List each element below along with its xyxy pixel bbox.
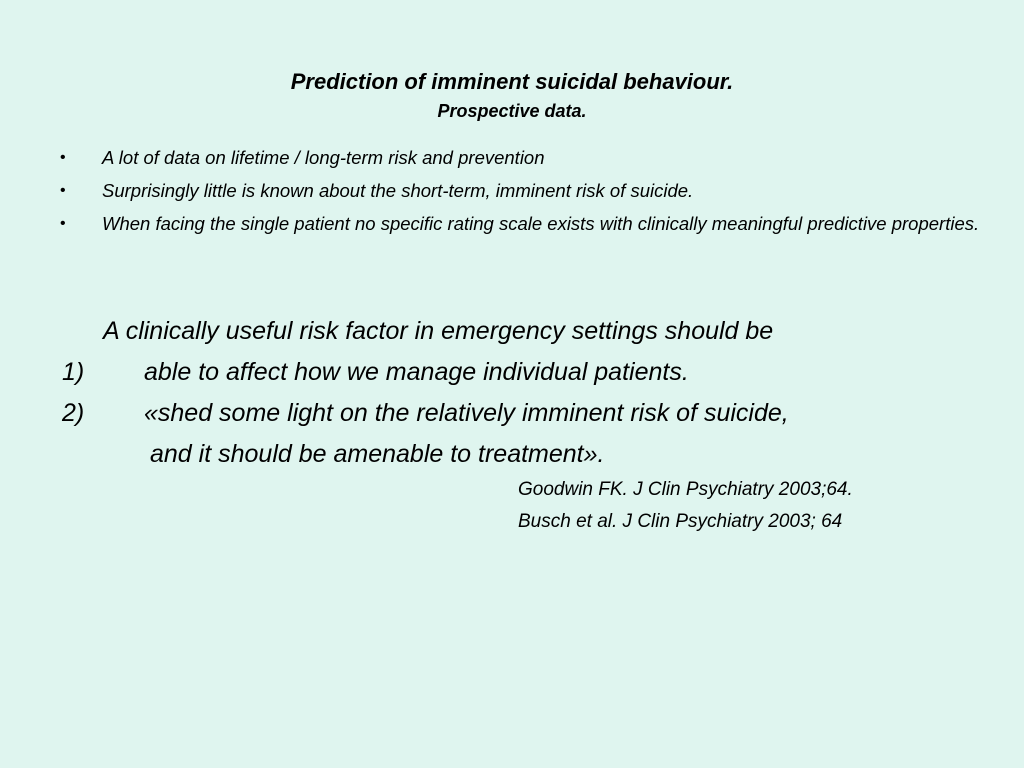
criterion-item xyxy=(62,353,689,391)
slide-subtitle: Prospective data. xyxy=(437,101,587,121)
bullet-item xyxy=(60,207,980,240)
criterion-number: 1) xyxy=(62,358,85,386)
bullet-item xyxy=(60,174,980,207)
bullet-icon: • xyxy=(60,149,66,166)
reference: Goodwin FK. J Clin Psychiatry 2003;64. xyxy=(518,479,853,500)
slide-title: Prediction of imminent suicidal behaviour. xyxy=(290,69,734,94)
bullet-list xyxy=(60,141,980,240)
criterion-text: able to affect how we manage individual patients. xyxy=(144,358,689,386)
criterion-text: «shed some light on the relatively imminent risk of suicide, xyxy=(144,399,789,427)
criteria-intro: A clinically useful risk factor in emergency settings should be xyxy=(103,317,774,345)
bullet-text: When facing the single patient no specific rating scale exists with clinically meaningful predictive properties. xyxy=(102,213,980,234)
bullet-icon: • xyxy=(60,215,66,232)
bullet-text: Surprisingly little is known about the short-term, imminent risk of suicide. xyxy=(102,180,694,201)
criterion-item xyxy=(62,394,789,432)
criterion-number: 2) xyxy=(62,399,85,427)
bullet-icon: • xyxy=(60,182,66,199)
criterion-continuation: and it should be amenable to treatment». xyxy=(150,440,605,468)
bullet-item xyxy=(60,141,980,174)
bullet-text: A lot of data on lifetime / long-term risk and prevention xyxy=(102,147,545,168)
reference: Busch et al. J Clin Psychiatry 2003; 64 xyxy=(518,511,843,532)
